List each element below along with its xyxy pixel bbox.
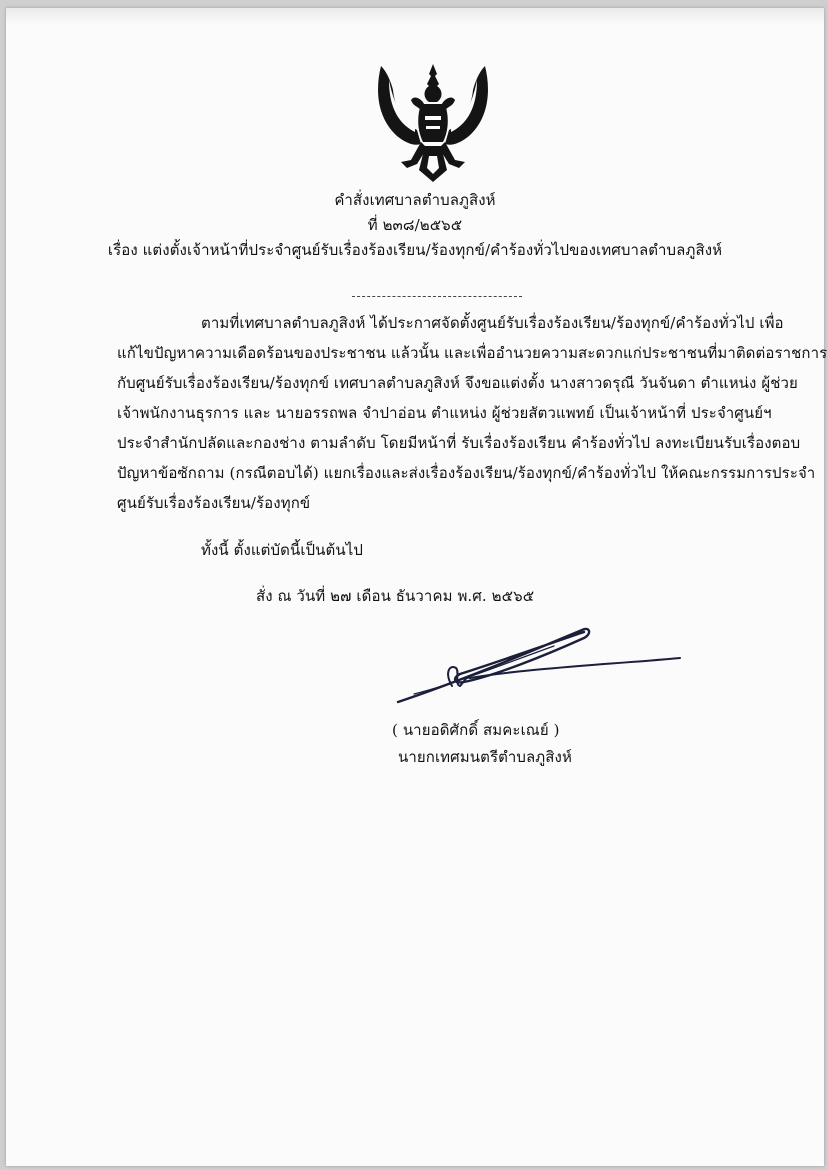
signatory-position: นายกเทศมนตรีตำบลภูสิงห์: [398, 748, 572, 766]
body-line-1: ตามที่เทศบาลตำบลภูสิงห์ ได้ประกาศจัดตั้งศูนย์รับเรื่องร้องเรียน/ร้องทุกข์/คำร้องทั่วไป เพื่อ: [201, 314, 784, 332]
signatory-name: ( นายอดิศักดิ์ สมคะเณย์ ): [392, 721, 560, 739]
order-date: สั่ง ณ วันที่ ๒๗ เดือน ธันวาคม พ.ศ. ๒๕๖๕: [256, 587, 535, 605]
scan-shadow: [6, 8, 824, 26]
document-page: [6, 8, 828, 1166]
body-line-5: ประจำสำนักปลัดและกองช่าง ตามลำดับ โดยมีหน้าที่ รับเรื่องร้องเรียน คำร้องทั่วไป ลงทะเบียนรับเรื่องตอบ: [117, 434, 801, 452]
effective-statement: ทั้งนี้ ตั้งแต่บัดนี้เป็นต้นไป: [201, 541, 363, 559]
body-line-4: เจ้าพนักงานธุรการ และ นายอรรถพล จำปาอ่อน ตำแหน่ง ผู้ช่วยสัตวแพทย์ เป็นเจ้าหน้าที่ ประจำศูนย์ฯ: [117, 404, 772, 422]
body-line-3: กับศูนย์รับเรื่องร้องเรียน/ร้องทุกข์ เทศบาลตำบลภูสิงห์ จึงขอแต่งตั้ง นางสาวดรุณี วันจันดา ตำแหน่ง ผู้ช่วย: [117, 374, 798, 392]
body-line-2: แก้ไขปัญหาความเดือดร้อนของประชาชน แล้วนั้น และเพื่ออำนวยความสะดวกแก่ประชาชนที่มาติดต่อราชการ: [117, 344, 828, 362]
order-title: คำสั่งเทศบาลตำบลภูสิงห์: [334, 191, 496, 209]
order-subject: เรื่อง แต่งตั้งเจ้าหน้าที่ประจำศูนย์รับเรื่องร้องเรียน/ร้องทุกข์/คำร้องทั่วไปของเทศบาลตำบลภูสิงห์: [107, 241, 723, 259]
body-line-6: ปัญหาข้อซักถาม (กรณีตอบได้) แยกเรื่องและส่งเรื่องร้องเรียน/ร้องทุกข์/คำร้องทั่วไป ให้คณะกรรมการประจำ: [117, 464, 816, 482]
handwritten-signature: [394, 620, 686, 712]
title-divider: [352, 296, 522, 297]
order-number: ที่ ๒๓๘/๒๕๖๕: [367, 216, 463, 234]
body-line-7: ศูนย์รับเรื่องร้องเรียน/ร้องทุกข์: [117, 494, 311, 512]
garuda-emblem-icon: [371, 60, 495, 184]
